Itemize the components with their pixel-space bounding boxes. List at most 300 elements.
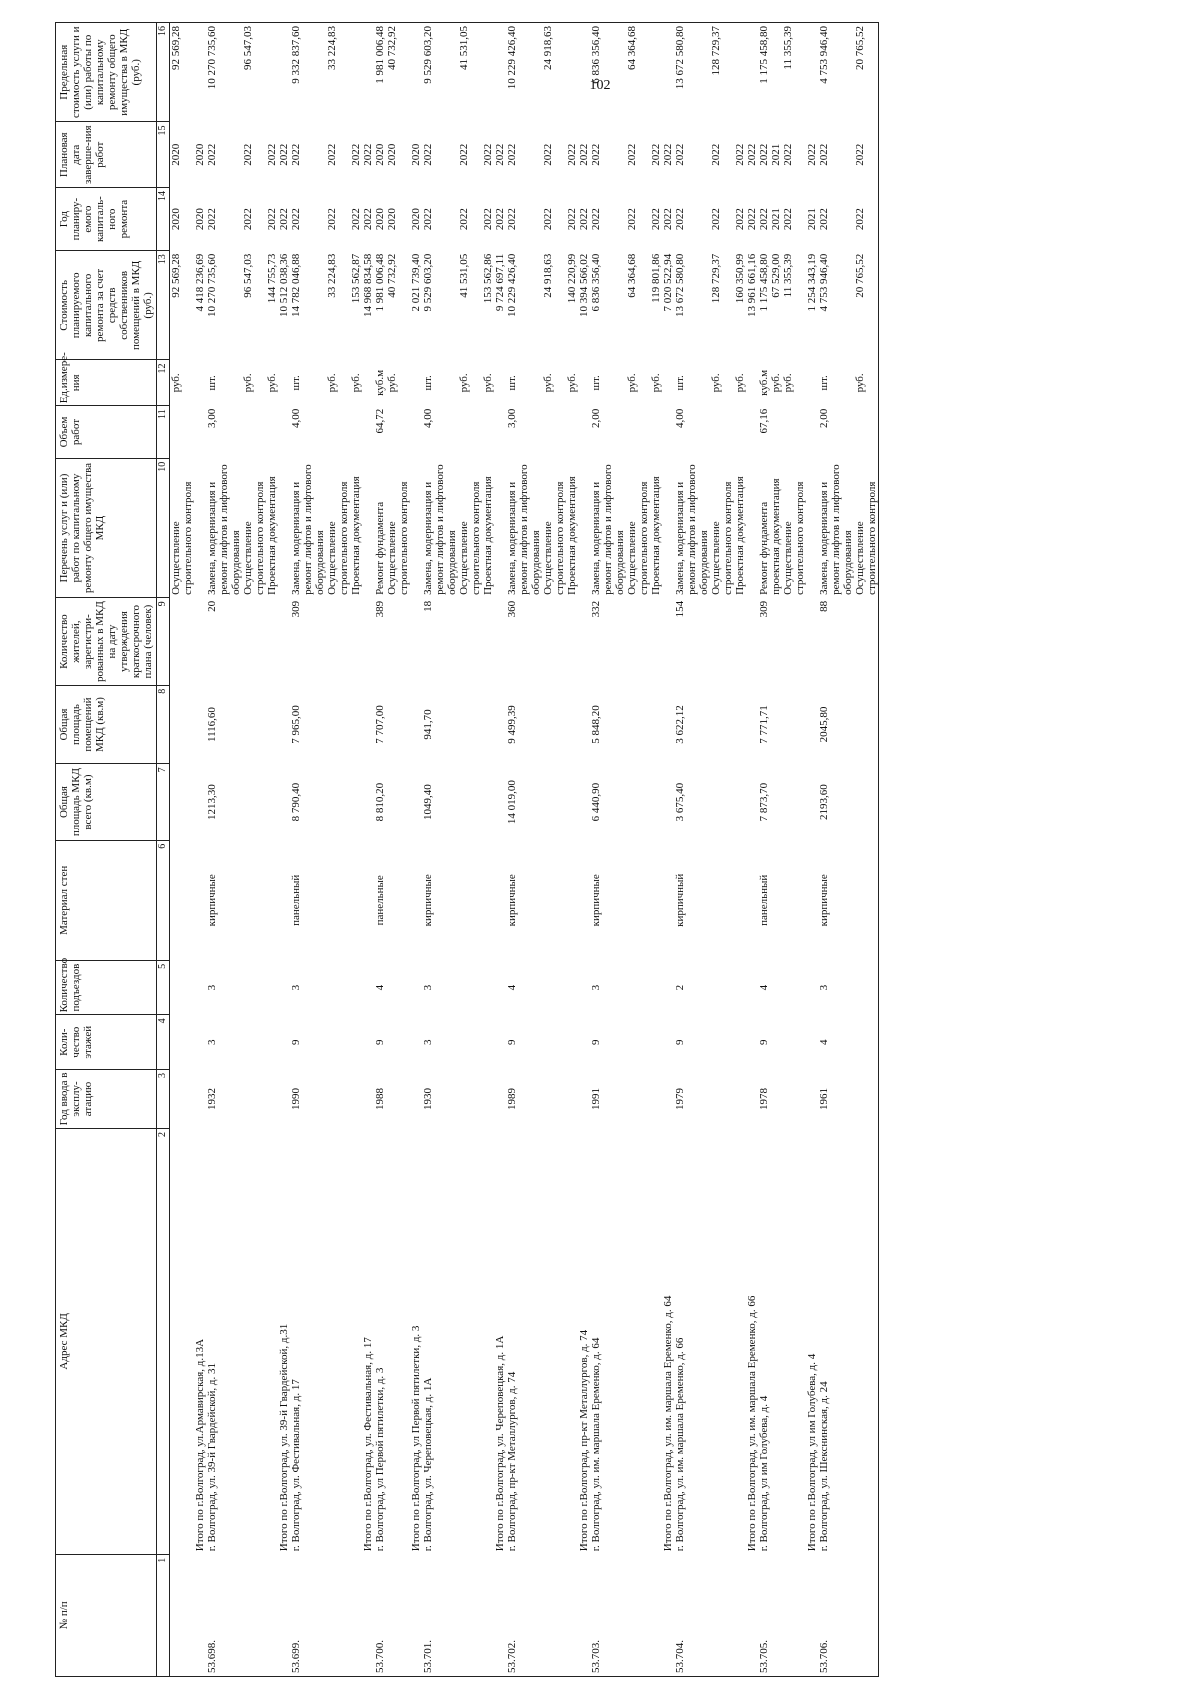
column-number-6: 6	[157, 840, 170, 960]
cell-area	[242, 764, 266, 840]
cell-addr: Итого по г.Волгоград, ул. им. маршала Еременко, д. 66	[746, 1295, 758, 1552]
cell-vol	[746, 406, 758, 458]
column-header-6: Материал стен	[56, 840, 157, 960]
cell-limit	[734, 23, 746, 122]
cell-yr: 2020	[194, 208, 206, 231]
cell-unit	[578, 360, 590, 406]
cell-area2	[242, 685, 266, 764]
cell-vol	[710, 406, 734, 458]
table-row	[506, 23, 542, 1677]
cell-people	[266, 598, 278, 685]
table-row	[782, 23, 806, 1677]
cell-unit	[746, 360, 758, 406]
cell-year	[746, 1070, 758, 1129]
cell-people	[806, 598, 818, 685]
cell-vol: 4,00	[290, 408, 302, 429]
cell-addr	[650, 1128, 662, 1554]
cell-cost: 9 529 603,20	[422, 253, 434, 312]
cell-entr: 4	[758, 984, 770, 991]
cell-cost: 153 562,87	[350, 253, 362, 304]
cell-n: 53.705.	[758, 1640, 770, 1673]
cell-date: 2022	[422, 143, 434, 166]
cell-limit	[566, 23, 578, 122]
cell-date: 2022	[626, 143, 638, 166]
cell-area	[734, 764, 746, 840]
cell-n: 53.706.	[818, 1640, 830, 1673]
cell-yr: 2022	[482, 208, 494, 231]
cell-yr: 2022	[782, 208, 794, 231]
cell-work: Осуществление строительного контроля	[854, 481, 878, 595]
cell-unit	[278, 360, 290, 406]
cell-work: Осуществление строительного контроля	[626, 481, 650, 595]
cell-addr: Итого по г.Волгоград, ул. Череповецкая, д. 1А	[494, 1335, 506, 1552]
cell-cost: 4 418 236,69	[194, 253, 206, 312]
cell-year	[458, 1070, 482, 1129]
table-row	[458, 23, 482, 1677]
cell-entr	[626, 960, 650, 1015]
cell-yr: 2020	[410, 208, 422, 231]
cell-mat	[170, 840, 195, 960]
cell-mat	[770, 840, 782, 960]
cell-year	[578, 1070, 590, 1129]
cell-area2	[806, 685, 818, 764]
cell-area2	[410, 685, 422, 764]
cell-work: Осуществление строительного контроля	[710, 481, 734, 595]
cell-yr: 2021	[806, 208, 818, 231]
cell-limit	[362, 23, 374, 122]
cell-n	[482, 1554, 494, 1676]
cell-mat: панельный	[758, 874, 770, 926]
cell-entr	[578, 960, 590, 1015]
cell-work: Осуществление строительного контроля	[542, 481, 566, 595]
cell-work: Замена, модернизация и ремонт лифтов и лифтового оборудования	[422, 464, 458, 595]
cell-date: 2020	[410, 143, 422, 166]
cell-unit	[410, 360, 422, 406]
cell-date: 2022	[818, 143, 830, 166]
cell-area	[662, 764, 674, 840]
cell-entr	[482, 960, 494, 1015]
cell-yr: 2022	[818, 208, 830, 231]
cell-floors	[710, 1015, 734, 1070]
cell-cost: 20 765,52	[854, 253, 866, 298]
cell-addr	[782, 1128, 806, 1554]
cell-work	[278, 458, 290, 598]
cell-floors	[542, 1015, 566, 1070]
cell-work: Замена, модернизация и ремонт лифтов и лифтового оборудования	[506, 464, 542, 595]
cell-addr: Итого по г.Волгоград, ул. им. маршала Еременко, д. 64	[662, 1295, 674, 1552]
cell-year	[326, 1070, 350, 1129]
cell-area: 7 873,70	[758, 782, 770, 822]
cell-mat	[734, 840, 746, 960]
cell-cost: 7 020 522,94	[662, 253, 674, 312]
cell-cost: 1 254 343,19	[806, 253, 818, 312]
cell-date: 2022	[266, 143, 278, 166]
column-number-11: 11	[157, 406, 170, 458]
cell-limit	[278, 23, 290, 122]
cell-area: 8 810,20	[374, 782, 386, 822]
cell-limit: 33 224,83	[326, 26, 338, 70]
cell-work: проектная документация	[770, 478, 782, 595]
cell-work: Замена, модернизация и ремонт лифтов и лифтового оборудования	[290, 464, 326, 595]
cell-work	[194, 458, 206, 598]
cell-limit	[578, 23, 590, 122]
cell-date: 2022	[650, 143, 662, 166]
cell-addr: Итого по г.Волгоград, пр-кт Металлургов, д. 74	[578, 1329, 590, 1552]
cell-yr: 2022	[626, 208, 638, 231]
cell-n	[194, 1554, 206, 1676]
cell-vol	[494, 406, 506, 458]
cell-vol	[386, 406, 410, 458]
cell-yr: 2022	[758, 208, 770, 231]
cell-yr: 2022	[734, 208, 746, 231]
cell-people	[350, 598, 362, 685]
cell-mat	[362, 840, 374, 960]
cell-mat: кирпичные	[818, 874, 830, 927]
cell-unit: руб.	[650, 373, 662, 393]
cell-n	[650, 1554, 662, 1676]
cell-work: Проектная документация	[734, 476, 746, 595]
table-row	[290, 23, 326, 1677]
cell-entr	[566, 960, 578, 1015]
cell-work: Проектная документация	[566, 476, 578, 595]
cell-work: Замена, модернизация и ремонт лифтов и лифтового оборудования	[590, 464, 626, 595]
cell-floors	[386, 1015, 410, 1070]
cell-date: 2022	[458, 143, 470, 166]
total-row	[410, 23, 422, 1677]
cell-people	[194, 598, 206, 685]
cell-year: 1988	[374, 1087, 386, 1110]
cell-addr: г. Волгоград, ул им Голубева, д. 4	[758, 1395, 770, 1552]
cell-floors	[242, 1015, 266, 1070]
column-header-10: Перечень услуг и (или) работ по капитальному ремонту общего имущества МКД	[56, 458, 157, 598]
table-row	[170, 23, 195, 1677]
table-row	[674, 23, 710, 1677]
cell-people: 18	[422, 600, 434, 612]
cell-cost: 10 394 566,02	[578, 253, 590, 318]
cell-limit: 40 732,92	[386, 26, 398, 70]
cell-area	[170, 764, 195, 840]
cell-date: 2022	[494, 143, 506, 166]
cell-entr	[170, 960, 195, 1015]
cell-mat	[542, 840, 566, 960]
cell-yr: 2022	[326, 208, 338, 231]
column-number-2: 2	[157, 1128, 170, 1554]
cell-date: 2022	[566, 143, 578, 166]
total-row	[578, 23, 590, 1677]
cell-cost: 13 961 661,16	[746, 253, 758, 318]
cell-floors	[806, 1015, 818, 1070]
cell-people	[362, 598, 374, 685]
cell-entr	[710, 960, 734, 1015]
cell-cost: 140 220,99	[566, 253, 578, 304]
cell-date: 2022	[482, 143, 494, 166]
cell-vol	[662, 406, 674, 458]
cell-date: 2022	[326, 143, 338, 166]
cell-date: 2022	[782, 143, 794, 166]
cell-work: Осуществление строительного контроля	[386, 481, 410, 595]
table-row	[854, 23, 879, 1677]
column-header-16: Предельная стоимость услуги и (или) работы по капитальному ремонту общего имущества в МКД (руб.)	[56, 23, 157, 122]
cell-floors	[650, 1015, 662, 1070]
cell-vol	[194, 406, 206, 458]
cell-work: Осуществление строительного контроля	[170, 481, 194, 595]
cell-floors	[194, 1015, 206, 1070]
cell-vol: 2,00	[818, 408, 830, 429]
cell-vol	[578, 406, 590, 458]
cell-entr	[326, 960, 350, 1015]
cell-limit: 128 729,37	[710, 26, 722, 76]
cell-vol	[482, 406, 494, 458]
cell-area2	[734, 685, 746, 764]
cell-cost: 33 224,83	[326, 253, 338, 298]
cell-area	[806, 764, 818, 840]
cell-vol	[266, 406, 278, 458]
table-row	[350, 23, 362, 1677]
cell-floors	[326, 1015, 350, 1070]
cell-area2: 7 965,00	[290, 705, 302, 744]
cell-year	[410, 1070, 422, 1129]
column-number-16: 16	[157, 23, 170, 122]
cell-entr	[662, 960, 674, 1015]
cell-addr	[458, 1128, 482, 1554]
cell-yr: 2022	[350, 208, 362, 231]
cell-date: 2020	[386, 143, 398, 166]
cell-year	[770, 1070, 782, 1129]
cell-year: 1961	[818, 1087, 830, 1110]
cell-unit: шт.	[590, 375, 602, 391]
cell-area	[326, 764, 350, 840]
cell-n	[806, 1554, 818, 1676]
cell-mat: кирпичный	[674, 873, 686, 927]
cell-area	[746, 764, 758, 840]
cell-work: Ремонт фундамента	[758, 501, 770, 595]
cell-yr: 2022	[494, 208, 506, 231]
cell-entr: 3	[422, 984, 434, 991]
cell-year	[170, 1070, 195, 1129]
column-number-5: 5	[157, 960, 170, 1015]
cell-people	[626, 598, 650, 685]
cell-date: 2022	[290, 143, 302, 166]
cell-floors	[566, 1015, 578, 1070]
column-number-12: 12	[157, 360, 170, 406]
cell-year	[266, 1070, 278, 1129]
cell-yr: 2020	[374, 208, 386, 231]
cell-yr: 2022	[290, 208, 302, 231]
column-header-5: Количество подъездов	[56, 960, 157, 1015]
table-row	[482, 23, 494, 1677]
cell-mat	[650, 840, 662, 960]
column-header-1: № п/п	[56, 1554, 157, 1676]
cell-floors	[626, 1015, 650, 1070]
cell-mat	[578, 840, 590, 960]
cell-addr: Итого по г.Волгоград, ул. Фестивальная, д. 17	[362, 1337, 374, 1552]
cell-people	[458, 598, 482, 685]
cell-floors	[278, 1015, 290, 1070]
cell-cost: 64 364,68	[626, 253, 638, 298]
cell-n	[170, 1554, 195, 1676]
cell-cost: 4 753 946,40	[818, 253, 830, 312]
cell-unit: шт.	[674, 375, 686, 391]
cell-addr	[482, 1128, 494, 1554]
cell-work: Замена, модернизация и ремонт лифтов и лифтового оборудования	[674, 464, 710, 595]
cell-floors	[578, 1015, 590, 1070]
cell-limit	[194, 23, 206, 122]
cell-vol	[854, 406, 879, 458]
cell-unit: руб.	[542, 373, 554, 393]
cell-people	[578, 598, 590, 685]
cell-vol	[650, 406, 662, 458]
table-row	[566, 23, 578, 1677]
cell-date: 2022	[242, 143, 254, 166]
cell-mat: панельные	[374, 875, 386, 926]
cell-people: 20	[206, 600, 218, 612]
cell-unit: руб.	[242, 373, 254, 393]
cell-unit: куб.м	[374, 369, 386, 396]
cell-work	[362, 458, 374, 598]
column-header-3: Год ввода в эксплу-атацию	[56, 1070, 157, 1129]
cell-area: 8 790,40	[290, 782, 302, 822]
cell-unit: шт.	[506, 375, 518, 391]
cell-area2	[542, 685, 566, 764]
cell-addr	[542, 1128, 566, 1554]
cell-entr	[266, 960, 278, 1015]
cell-addr	[170, 1128, 195, 1554]
table-row	[818, 23, 854, 1677]
cell-cost: 24 918,63	[542, 253, 554, 298]
cell-unit	[662, 360, 674, 406]
cell-addr: г. Волгоград, ул. Череповецкая, д. 1А	[422, 1377, 434, 1552]
column-header-13: Стоимость планируемого капитального ремонта за счет средств собственников помещений в МКД (руб.)	[56, 251, 157, 360]
cell-yr: 2022	[422, 208, 434, 231]
cell-date: 2022	[662, 143, 674, 166]
cell-year	[650, 1070, 662, 1129]
cell-area	[458, 764, 482, 840]
cell-area2	[278, 685, 290, 764]
cell-year	[542, 1070, 566, 1129]
cell-floors	[662, 1015, 674, 1070]
table-row	[374, 23, 386, 1677]
cell-date: 2022	[758, 143, 770, 166]
total-row	[662, 23, 674, 1677]
cell-addr: г. Волгоград, ул. Фестивальная, д. 17	[290, 1379, 302, 1552]
cell-unit: руб.	[854, 373, 866, 393]
cell-addr: Итого по г.Волгоград, ул. 39-й Гвардейской, д.31	[278, 1323, 290, 1552]
cell-people	[746, 598, 758, 685]
cell-yr: 2022	[542, 208, 554, 231]
cell-vol: 67,16	[758, 408, 770, 434]
table-row	[734, 23, 746, 1677]
cell-year	[350, 1070, 362, 1129]
cell-n	[410, 1554, 422, 1676]
cell-date: 2022	[578, 143, 590, 166]
cell-mat	[806, 840, 818, 960]
cell-unit: руб.	[734, 373, 746, 393]
cell-unit: куб.м	[758, 369, 770, 396]
cell-area	[266, 764, 278, 840]
cell-area2	[566, 685, 578, 764]
cell-mat	[326, 840, 350, 960]
cell-unit	[362, 360, 374, 406]
cell-area	[854, 764, 879, 840]
cell-work: Осуществление строительного контроля	[782, 481, 806, 595]
cell-area	[566, 764, 578, 840]
cell-vol	[626, 406, 650, 458]
cell-people	[710, 598, 734, 685]
cell-date: 2022	[350, 143, 362, 166]
cell-area	[350, 764, 362, 840]
cell-addr: Итого по г.Волгоград, ул.Армавирская, д.13А	[194, 1338, 206, 1552]
total-row	[806, 23, 818, 1677]
page-number: 102	[589, 78, 611, 93]
cell-cost: 160 350,99	[734, 253, 746, 304]
cell-n: 53.700.	[374, 1640, 386, 1673]
table-row	[626, 23, 650, 1677]
cell-year	[482, 1070, 494, 1129]
cell-work: Осуществление строительного контроля	[326, 481, 350, 595]
table-row	[542, 23, 566, 1677]
cell-addr: г. Волгоград, пр-кт Металлургов, д. 74	[506, 1371, 518, 1552]
cell-addr: г. Волгоград, ул. им. маршала Еременко, д. 66	[674, 1337, 686, 1552]
table-row	[266, 23, 278, 1677]
cell-n	[782, 1554, 806, 1676]
column-number-8: 8	[157, 685, 170, 764]
cell-year	[626, 1070, 650, 1129]
cell-date: 2022	[506, 143, 518, 166]
cell-people: 360	[506, 600, 518, 618]
cell-people	[494, 598, 506, 685]
cell-limit	[806, 23, 818, 122]
cell-year	[710, 1070, 734, 1129]
cell-mat: панельный	[290, 874, 302, 926]
cell-year	[566, 1070, 578, 1129]
cell-vol	[542, 406, 566, 458]
cell-n	[566, 1554, 578, 1676]
cell-n: 53.703.	[590, 1640, 602, 1673]
cell-area	[710, 764, 734, 840]
cell-floors	[410, 1015, 422, 1070]
cell-limit: 10 270 735,60	[206, 26, 218, 90]
column-number-7: 7	[157, 764, 170, 840]
cell-people	[782, 598, 806, 685]
cell-unit: руб.	[170, 373, 182, 393]
cell-limit	[494, 23, 506, 122]
cell-limit	[350, 23, 362, 122]
cell-year	[782, 1070, 806, 1129]
cell-unit: руб.	[326, 373, 338, 393]
cell-people	[278, 598, 290, 685]
cell-entr: 4	[374, 984, 386, 991]
cell-addr	[566, 1128, 578, 1554]
cell-people	[734, 598, 746, 685]
cell-work: Ремонт фундамента	[374, 501, 386, 595]
cell-vol	[770, 406, 782, 458]
cell-area	[410, 764, 422, 840]
cell-yr: 2022	[674, 208, 686, 231]
cell-mat	[242, 840, 266, 960]
cell-floors	[170, 1015, 195, 1070]
cell-mat	[746, 840, 758, 960]
cell-n	[710, 1554, 734, 1676]
cell-area2	[194, 685, 206, 764]
cell-yr: 2022	[578, 208, 590, 231]
cell-area2	[650, 685, 662, 764]
cell-floors	[350, 1015, 362, 1070]
cell-work	[662, 458, 674, 598]
cell-n	[266, 1554, 278, 1676]
column-number-14: 14	[157, 187, 170, 250]
cell-floors	[362, 1015, 374, 1070]
cell-area2	[362, 685, 374, 764]
